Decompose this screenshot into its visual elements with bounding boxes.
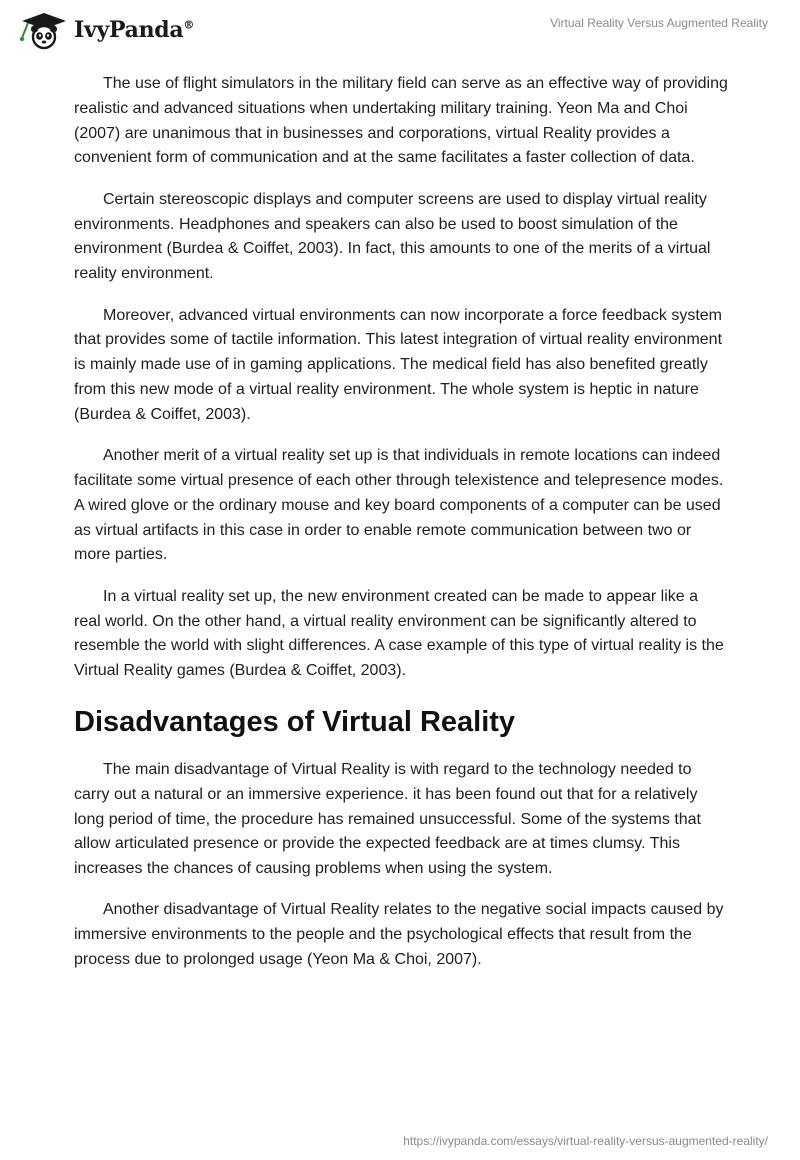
paragraph: Certain stereoscopic displays and computer screens are used to display virtual reality environments. Headphones and speakers can also be used to boost simulation of the environment (Burdea & Coiffet, 2003). In fact, this amounts to one of the merits of a virtual reality environment. xyxy=(74,190,711,283)
brand-name: IvyPanda® xyxy=(74,17,195,43)
paragraph: Moreover, advanced virtual environments can now incorporate a force feedback system that provides some of tactile information. This latest integration of virtual reality environment is mainly made use of in gaming applications. The medical field has also benefited greatly from this new mode of a virtual reality environment. The whole system is heptic in nature (Burdea & Coiffet, 2003). xyxy=(74,306,723,423)
document-title: Virtual Reality Versus Augmented Reality xyxy=(550,16,768,30)
paragraph: Another disadvantage of Virtual Reality relates to the negative social impacts caused by immersive environments to the people and the psychological effects that result from the process due to prolonged usage (Yeon Ma & Choi, 2007). xyxy=(74,901,724,969)
paragraph: In a virtual reality set up, the new environment created can be made to appear like a real world. On the other hand, a virtual reality environment can be significantly altered to resemble the world with slight differences. A case example of this type of virtual reality is the Virtual Reality games (Burdea & Coiffet, 2003). xyxy=(74,587,724,680)
essay-body xyxy=(74,72,728,989)
page-header xyxy=(0,0,800,64)
panda-graduate-icon xyxy=(14,10,70,50)
paragraph: The main disadvantage of Virtual Reality is with regard to the technology needed to carry out a natural or an immersive experience. it has been found out that for a relatively long period of time, the procedure has remained unsuccessful. Some of the systems that allow articulated presence or provide the expected feedback are at times clumsy. This increases the chances of causing problems when using the system. xyxy=(74,760,701,878)
paragraph: The use of flight simulators in the military field can serve as an effective way of providing realistic and advanced situations when undertaking military training. Yeon Ma and Choi (2007) are unanimous that in businesses and corporations, virtual Reality provides a convenient form of communication and at the same facilitates a faster collection of data. xyxy=(74,75,728,167)
source-url-link[interactable]: https://ivypanda.com/essays/virtual-reality-versus-augmented-reality/ xyxy=(403,1134,768,1148)
paragraph: Another merit of a virtual reality set up is that individuals in remote locations can indeed facilitate some virtual presence of each other through telexistence and telepresence modes. A wired glove or the ordinary mouse and key board components of a computer can be used as virtual artifacts in this case in order to enable remote communication between two or more parties. xyxy=(74,447,724,564)
ivypanda-logo[interactable] xyxy=(14,10,194,50)
section-heading: Disadvantages of Virtual Reality xyxy=(74,705,516,738)
